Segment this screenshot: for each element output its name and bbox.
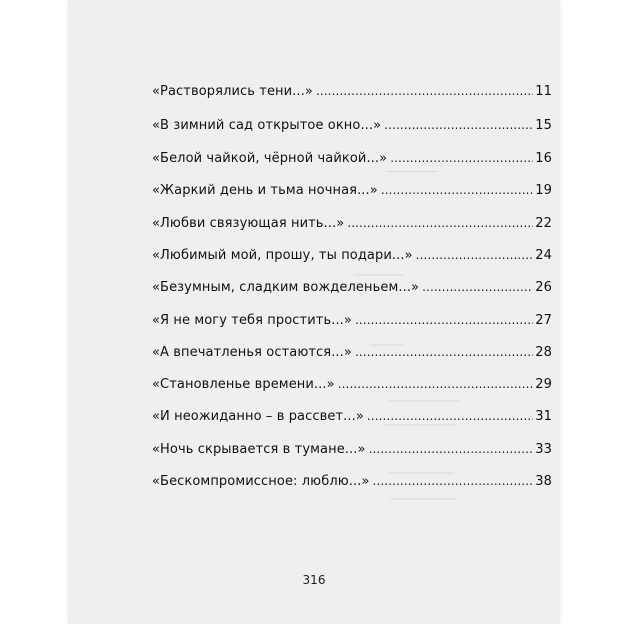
toc-entry-title: «Белой чайкой, чёрной чайкой...» <box>152 151 388 166</box>
toc-entry[interactable] <box>152 474 552 496</box>
toc-entry-title: «Растворялись тени...» <box>152 84 313 99</box>
toc-entry-page: 29 <box>535 377 552 392</box>
page-number: 316 <box>302 573 326 587</box>
toc-entry-page: 38 <box>535 474 552 489</box>
toc-entry-title: «Жаркий день и тьма ночная...» <box>152 183 378 198</box>
toc-entry[interactable] <box>152 313 552 335</box>
toc-entry-page: 26 <box>535 280 552 295</box>
bleed-through-text: ⎯⎯⎯⎯⎯⎯ <box>370 338 403 351</box>
toc-entry[interactable] <box>152 409 552 431</box>
bleed-through-text: ⎯⎯⎯⎯⎯⎯⎯⎯⎯⎯⎯⎯ <box>390 492 456 505</box>
bleed-through-text: ⎯⎯⎯⎯⎯⎯⎯ <box>386 164 439 179</box>
toc-entry[interactable] <box>152 151 552 173</box>
toc-entry-title: «Ночь скрывается в тумане...» <box>152 442 366 457</box>
dot-leader <box>355 345 533 359</box>
toc-entry[interactable] <box>152 118 552 140</box>
toc-entry-page: 19 <box>535 183 552 198</box>
toc-entry-title: «В зимний сад открытое окно...» <box>152 118 382 133</box>
toc-entry-page: 22 <box>535 216 552 231</box>
toc-entry[interactable] <box>152 377 552 399</box>
bleed-through-text: ⎯⎯⎯⎯⎯⎯⎯⎯⎯ <box>354 268 404 281</box>
bleed-through-text: ⎯⎯⎯⎯⎯⎯⎯⎯⎯⎯⎯⎯⎯ <box>388 394 460 407</box>
toc-entry-title: «И неожиданно – в рассвет...» <box>152 409 364 424</box>
toc-entry[interactable] <box>152 345 552 367</box>
toc-entry[interactable] <box>152 248 552 270</box>
dot-leader <box>369 442 534 456</box>
dot-leader <box>416 248 534 262</box>
dot-leader <box>355 313 533 327</box>
toc-entry[interactable] <box>152 442 552 464</box>
book-page <box>68 0 560 624</box>
toc-entry[interactable] <box>152 280 552 302</box>
dot-leader <box>373 474 534 488</box>
toc-entry[interactable] <box>152 183 552 205</box>
dot-leader <box>381 183 533 197</box>
toc-entry-title: «Бескомпромиссное: люблю...» <box>152 474 370 489</box>
toc-entry-title: «Любви связующая нить...» <box>152 216 345 231</box>
toc-entry-page: 28 <box>535 345 552 360</box>
toc-entry-title: «Я не могу тебя простить...» <box>152 313 352 328</box>
toc-entry-title: «Безумным, сладким вожделеньем...» <box>152 280 420 295</box>
toc-entry-page: 15 <box>535 118 552 133</box>
dot-leader <box>390 151 533 165</box>
toc-entry-page: 31 <box>535 409 552 424</box>
toc-entry-title: «Любимый мой, прошу, ты подари...» <box>152 248 413 263</box>
bleed-through-text: ⎯⎯⎯⎯⎯⎯⎯⎯⎯⎯⎯⎯ <box>388 466 454 479</box>
toc-entry-title: «А впечатленья остаются...» <box>152 345 352 360</box>
dot-leader <box>384 118 533 132</box>
dot-leader <box>338 377 534 391</box>
toc-entry-page: 11 <box>535 84 552 99</box>
toc-entry-page: 24 <box>535 248 552 263</box>
toc-entry[interactable] <box>152 84 552 106</box>
toc-entry-page: 16 <box>535 151 552 166</box>
dot-leader <box>316 84 533 98</box>
dot-leader <box>347 216 533 230</box>
bleed-through-text: ⎯⎯⎯⎯⎯⎯⎯⎯⎯⎯⎯⎯⎯ <box>384 418 456 431</box>
dot-leader <box>422 280 533 294</box>
toc-entry-page: 33 <box>535 442 552 457</box>
toc-entry-title: «Становленье времени...» <box>152 377 335 392</box>
toc-entry-page: 27 <box>535 313 552 328</box>
toc-entry[interactable] <box>152 216 552 238</box>
dot-leader <box>367 409 533 423</box>
